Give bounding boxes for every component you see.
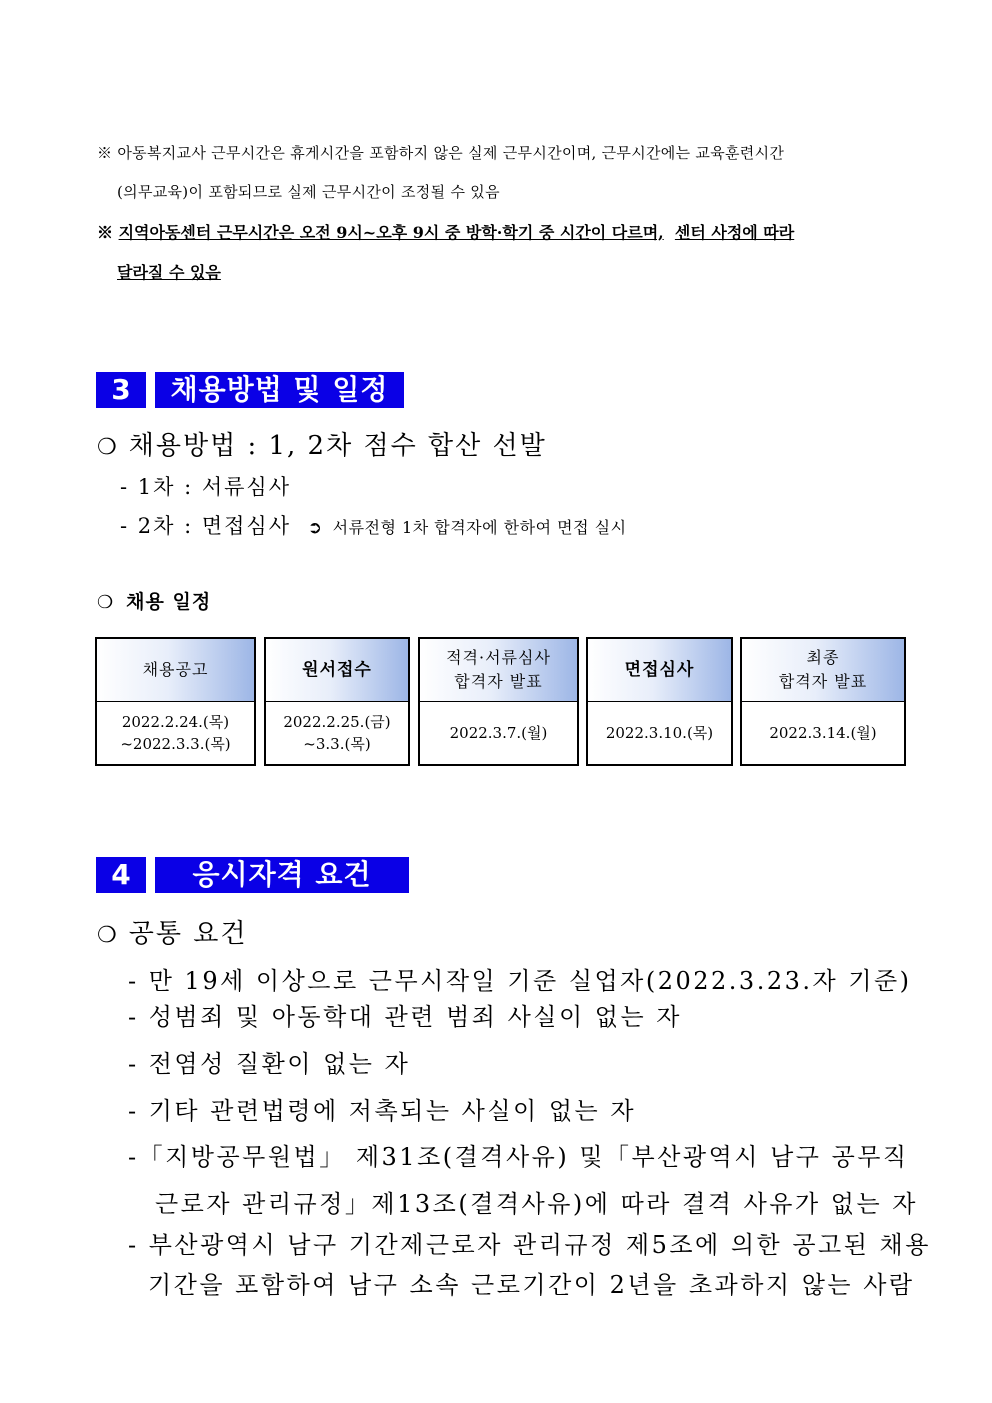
note-center-hours-b: 센터 사정에 따라 — [674, 223, 795, 242]
common-requirements-text: 공통 요건 — [128, 919, 248, 949]
section4-title: 응시자격 요건 — [155, 857, 409, 893]
circle-bullet-icon: ❍ — [97, 435, 119, 460]
schedule-step-head: 면접심사 — [588, 639, 731, 702]
schedule-heading — [97, 587, 211, 614]
section3-title: 채용방법 및 일정 — [155, 372, 404, 408]
circle-bullet-icon: ❍ — [97, 923, 119, 948]
schedule-step-final-result — [740, 637, 906, 766]
schedule-step-date: 2022.3.10.(목) — [605, 723, 714, 742]
requirement-sex-crime: - 성범죄 및 아동학대 관련 범죄 사실이 없는 자 — [128, 1003, 682, 1031]
schedule-step-date: 2022.3.14.(월) — [769, 723, 877, 742]
note-work-hours-line2: (의무교육)이 포함되므로 실제 근무시간이 조정될 수 있음 — [117, 183, 500, 201]
schedule-step-head: 적격·서류심사 합격자 발표 — [420, 639, 577, 702]
step2-label: - 2차 : 면접심사 — [120, 514, 291, 538]
schedule-step-announcement — [95, 637, 256, 766]
schedule-step-application — [264, 637, 410, 766]
common-requirements-heading — [97, 913, 247, 950]
note-center-hours-line1 — [97, 220, 794, 243]
step2-interview — [120, 510, 627, 540]
recruit-method — [97, 425, 547, 462]
requirement-contract-period-line1: - 부산광역시 남구 기간제근로자 관리규정 제5조에 의한 공고된 채용 — [128, 1231, 931, 1259]
schedule-step-document-result — [418, 637, 579, 766]
note-center-hours-line2: 달라질 수 있음 — [117, 263, 221, 282]
step2-note: 서류전형 1차 합격자에 한하여 면접 실시 — [332, 518, 627, 537]
requirement-contract-period-line2: 기간을 포함하여 남구 소속 근로기간이 2년을 초과하지 않는 사람 — [148, 1271, 915, 1299]
circle-bullet-icon: ❍ — [97, 592, 115, 613]
note-center-hours-a: 지역아동센터 근무시간은 오전 9시~오후 9시 중 방학·학기 중 시간이 다르며, — [118, 223, 664, 242]
note-work-hours-line1: ※ 아동복지교사 근무시간은 휴게시간을 포함하지 않은 실제 근무시간이며, 근무시간에는 교육훈련시간 — [97, 144, 785, 162]
requirement-disqualification-line2: 근로자 관리규정」제13조(결격사유)에 따라 결격 사유가 없는 자 — [155, 1190, 918, 1218]
requirement-law: - 기타 관련법령에 저촉되는 사실이 없는 자 — [128, 1097, 637, 1125]
schedule-step-head: 최종 합격자 발표 — [742, 639, 904, 702]
section3-number: 3 — [96, 372, 146, 408]
recruit-method-text: 채용방법 : 1, 2차 점수 합산 선발 — [128, 431, 547, 461]
step1-document-review: - 1차 : 서류심사 — [120, 475, 291, 499]
requirement-disqualification-line1: -「지방공무원법」 제31조(결격사유) 및「부산광역시 남구 공무직 — [128, 1143, 909, 1171]
section4-number: 4 — [96, 857, 146, 893]
schedule-step-head: 원서접수 — [266, 639, 408, 702]
schedule-heading-text: 채용 일정 — [126, 591, 212, 613]
schedule-step-date: 2022.2.24.(목) ~2022.3.3.(목) — [120, 712, 231, 753]
schedule-step-date: 2022.3.7.(월) — [449, 723, 548, 742]
note-mark: ※ — [97, 223, 119, 242]
arrow-icon: ➲ — [307, 518, 324, 538]
schedule-step-date: 2022.2.25.(금) ~3.3.(목) — [283, 712, 391, 753]
schedule-step-interview — [586, 637, 733, 766]
schedule-step-head: 채용공고 — [97, 639, 254, 702]
requirement-disease: - 전염성 질환이 없는 자 — [128, 1050, 411, 1078]
requirement-age: - 만 19세 이상으로 근무시작일 기준 실업자(2022.3.23.자 기준) — [128, 967, 912, 995]
